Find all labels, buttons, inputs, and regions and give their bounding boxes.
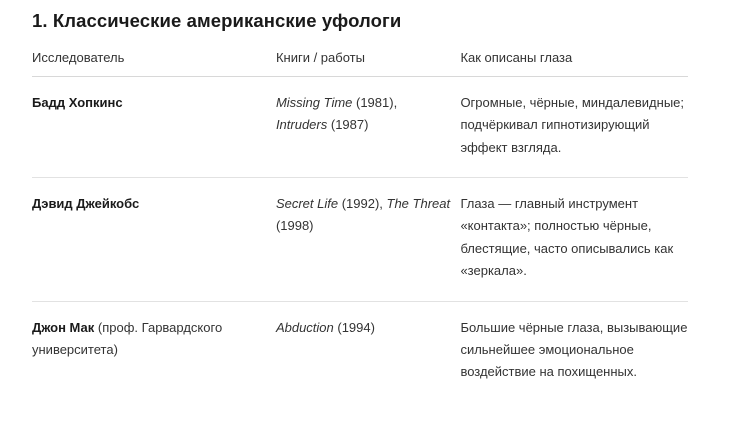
book-year: (1987) bbox=[327, 117, 369, 133]
table-header bbox=[32, 50, 688, 77]
cell-eyes-description: Глаза — главный инструмент «контакта»; полностью чёрные, блестящие, часто описывались как «зеркала». bbox=[460, 178, 688, 301]
table-row bbox=[32, 178, 688, 301]
book-title: Intruders bbox=[275, 117, 328, 133]
cell-eyes-description: Большие чёрные глаза, вызывающие сильнейшее эмоциональное воздействие на похищенных. bbox=[460, 319, 688, 380]
book-entry bbox=[276, 114, 461, 136]
cell-researcher bbox=[32, 178, 276, 301]
book-title: Secret Life bbox=[275, 196, 339, 212]
book-title: The Threat bbox=[386, 196, 451, 212]
cell-books bbox=[276, 301, 461, 402]
book-title: Missing Time bbox=[275, 95, 353, 110]
document-page bbox=[0, 6, 734, 443]
column-header-books: Книги / работы bbox=[276, 50, 461, 77]
cell-books bbox=[276, 178, 461, 301]
cell-books bbox=[276, 77, 461, 178]
researcher-affiliation: (проф. Гарвардского университета) bbox=[32, 319, 223, 357]
cell-researcher bbox=[32, 301, 276, 402]
cell-eyes-description: Огромные, чёрные, миндалевидные; подчёркивал гипнотизирующий эффект взгляда. bbox=[460, 77, 688, 178]
researcher-name: Дэвид Джейкобс bbox=[32, 196, 140, 212]
cell-researcher bbox=[32, 77, 276, 178]
table-row bbox=[32, 301, 688, 402]
table-body bbox=[32, 77, 688, 402]
book-title: Abduction bbox=[275, 319, 334, 335]
book-entry bbox=[276, 92, 461, 114]
book-year: (1992), bbox=[338, 196, 387, 212]
column-header-researcher: Исследователь bbox=[32, 50, 276, 77]
page-title: 1. Классические американские уфологи bbox=[32, 10, 402, 31]
ufologists-table bbox=[32, 50, 688, 402]
table-header-row bbox=[32, 50, 688, 77]
book-year: (1994) bbox=[333, 319, 375, 335]
book-year: (1981), bbox=[352, 95, 398, 110]
book-year: (1998) bbox=[275, 218, 314, 234]
researcher-name: Бадд Хопкинс bbox=[32, 95, 123, 110]
table-row bbox=[32, 77, 688, 178]
column-header-eyes: Как описаны глаза bbox=[460, 50, 688, 77]
researcher-name: Джон Мак bbox=[32, 319, 95, 335]
